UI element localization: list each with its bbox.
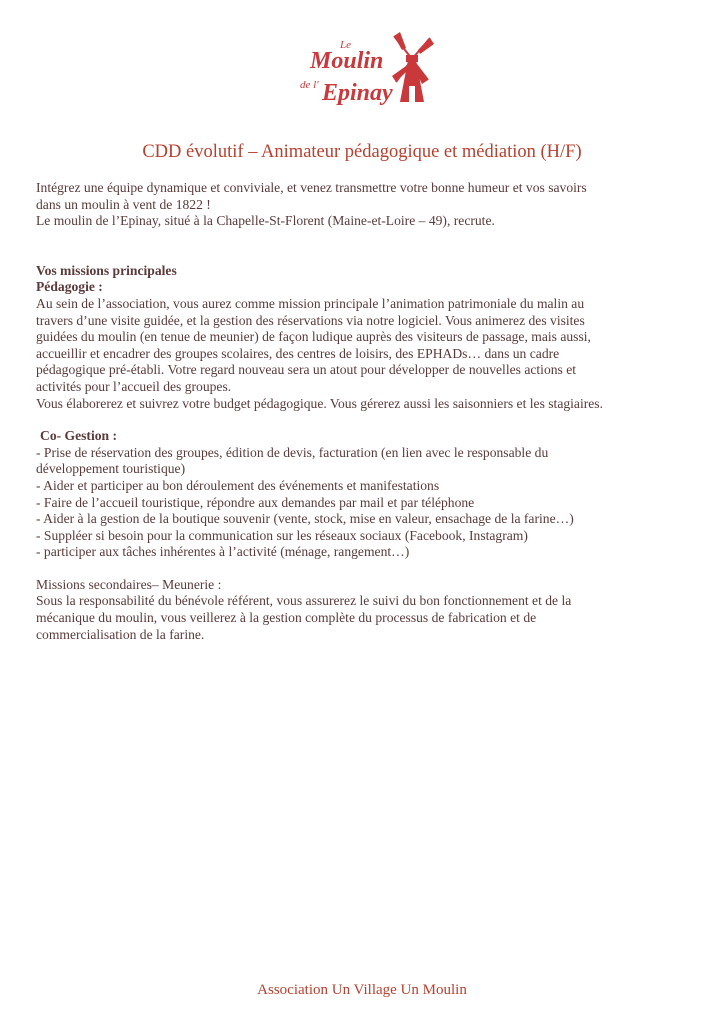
page-title: CDD évolutif – Animateur pédagogique et médiation (H/F) (142, 142, 582, 162)
cogestion-line: - Faire de l’accueil touristique, répondre aux demandes par mail et par téléphone (36, 494, 475, 510)
logo-epinay: Epinay (322, 80, 393, 106)
footer-association: Association Un Village Un Moulin (257, 982, 467, 998)
pedagogie-line: Au sein de l’association, vous aurez comme mission principale l’animation patrimoniale du malin au (36, 295, 585, 311)
cogestion-line: - participer aux tâches inhérentes à l’activité (ménage, rangement…) (36, 544, 410, 560)
secondaires-line: Sous la responsabilité du bénévole référent, vous assurerez le suivi du bon fonctionnement et de la (36, 593, 572, 609)
cogestion-line: - Prise de réservation des groupes, édition de devis, facturation (en lien avec le responsable du (36, 444, 549, 460)
secondaires-line: mécanique du moulin, vous veillerez à la gestion complète du processus de fabrication et de (36, 610, 537, 626)
pedagogie-line: activités pour l’accueil des groupes. (36, 378, 232, 394)
intro-line: Intégrez une équipe dynamique et conviviale, et venez transmettre votre bonne humeur et vos savoirs (36, 180, 587, 195)
cogestion-heading: Co- Gestion : (40, 428, 118, 444)
job-description (36, 180, 696, 643)
logo-moulin: Moulin (310, 48, 384, 74)
logo-de: de l' (300, 79, 319, 91)
pedagogie-line: pédagogique pré-établi. Votre regard nouveau sera un atout pour développer de nouvelles actions et (36, 362, 577, 378)
cogestion-line: - Aider à la gestion de la boutique souvenir (vente, stock, mise en valeur, ensachage de la farine…) (36, 511, 574, 527)
logo-le: Le (340, 39, 351, 51)
intro-line: Le moulin de l’Epinay, situé à la Chapelle-St-Florent (Maine-et-Loire – 49), recrute. (36, 213, 495, 229)
secondaires-heading: Missions secondaires– Meunerie : (36, 576, 222, 592)
pedagogie-heading: Pédagogie : (36, 279, 103, 295)
intro-line: dans un moulin à vent de 1822 ! (36, 196, 211, 212)
pedagogie-line: Vous élaborerez et suivrez votre budget pédagogique. Vous gérerez aussi les saisonniers et les stagiaires. (36, 395, 603, 411)
pedagogie-line: guidées du moulin (en tenue de meunier) de façon ludique auprès des visiteurs de passage, mais aussi, (36, 329, 591, 345)
windmill-icon (296, 26, 436, 112)
cogestion-line: développement touristique) (36, 461, 186, 477)
secondaires-line: commercialisation de la farine. (36, 626, 205, 642)
missions-heading: Vos missions principales (36, 262, 177, 278)
cogestion-line: - Suppléer si besoin pour la communication sur les réseaux sociaux (Facebook, Instagram) (36, 527, 528, 543)
cogestion-line: - Aider et participer au bon déroulement des événements et manifestations (36, 477, 440, 493)
pedagogie-line: travers d’une visite guidée, et la gestion des réservations via notre logiciel. Vous animerez des visites (36, 312, 585, 328)
pedagogie-line: accueillir et encadrer des groupes scolaires, des centres de loisirs, des EPHADs… dans un cadre (36, 345, 560, 361)
logo (296, 26, 436, 112)
